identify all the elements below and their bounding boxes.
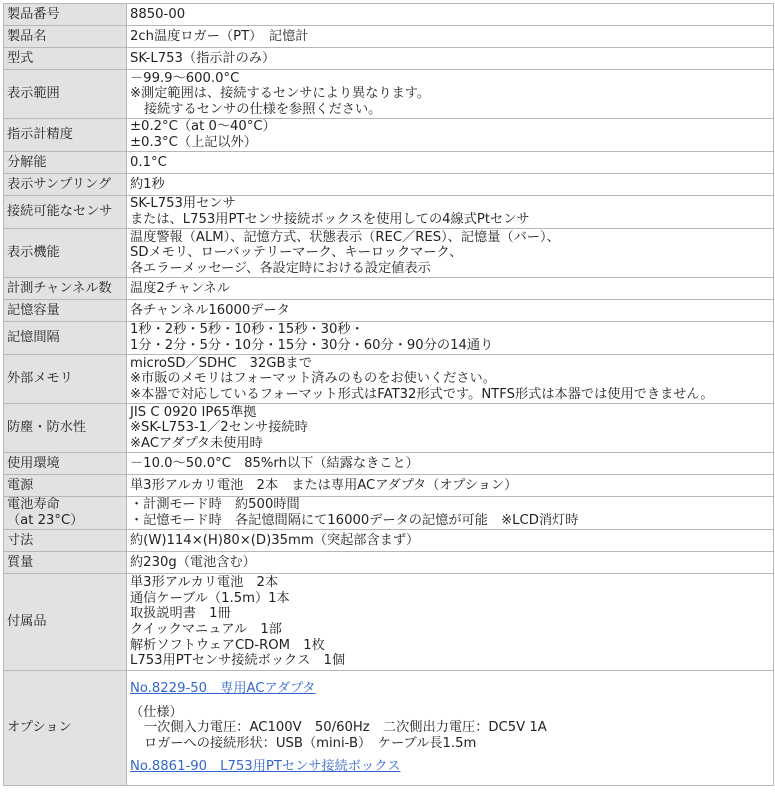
row-label bbox=[4, 70, 127, 119]
row-label-text: 防塵・防水性 bbox=[7, 420, 87, 436]
spec-row bbox=[4, 355, 774, 404]
row-label-text: 表示機能 bbox=[7, 245, 60, 261]
spec-row bbox=[4, 552, 774, 574]
spec-row bbox=[4, 497, 774, 530]
row-label bbox=[4, 174, 127, 196]
row-value bbox=[127, 300, 774, 322]
row-value-line: ※市販のメモリはフォーマット済みのものをお使いください。 bbox=[130, 371, 496, 387]
option-label: オプション bbox=[7, 720, 72, 736]
row-value bbox=[127, 48, 774, 70]
row-label-text: 付属品 bbox=[7, 614, 47, 630]
row-value-line: 約230g（電池含む） bbox=[130, 554, 256, 570]
row-label bbox=[4, 453, 127, 475]
spec-row bbox=[4, 404, 774, 453]
row-label-text: 型式 bbox=[7, 50, 34, 66]
row-label bbox=[4, 119, 127, 152]
row-value-line: 取扱説明書 1冊 bbox=[130, 606, 231, 622]
row-value-line: または、L753用PTセンサ接続ボックスを使用しての4線式Ptセンサ bbox=[130, 212, 530, 227]
row-label-text: 計測チャンネル数 bbox=[7, 280, 112, 296]
spec-row bbox=[4, 174, 774, 196]
row-value-line: 温度2チャンネル bbox=[130, 280, 230, 296]
row-value-line: 1秒・2秒・5秒・10秒・15秒・30秒・ bbox=[130, 322, 364, 338]
option-link-ac-adapter[interactable]: No.8229-50 専用ACアダプタ bbox=[130, 681, 316, 697]
row-value-line: L753用PTセンサ接続ボックス 1個 bbox=[130, 653, 346, 669]
row-value-line: SK-L753（指示計のみ） bbox=[130, 50, 276, 66]
row-value-line: 8850-00 bbox=[130, 6, 186, 22]
row-value-line: クイックマニュアル 1部 bbox=[130, 622, 282, 637]
option-spec-line: ロガーへの接続形状：USB（mini-B） ケーブル長1.5m bbox=[144, 735, 477, 751]
row-value-line: ※本器で対応しているフォーマット形式はFAT32形式です。NTFS形式は本器では使用できません。 bbox=[130, 386, 714, 402]
row-value-line: ※測定範囲は、接続するセンサにより異なります。 bbox=[130, 86, 431, 102]
row-value-line: 2ch温度ロガー（PT） 記憶計 bbox=[130, 28, 309, 44]
row-label bbox=[4, 278, 127, 300]
spec-row bbox=[4, 152, 774, 174]
row-label-subtext: （at 23°C） bbox=[7, 513, 84, 528]
row-value bbox=[127, 530, 774, 552]
row-value-line: ※SK-L753-1／2センサ接続時 bbox=[130, 420, 308, 436]
row-label bbox=[4, 4, 127, 26]
row-value bbox=[127, 497, 774, 530]
row-value-line: 解析ソフトウェアCD-ROM 1枚 bbox=[130, 637, 325, 653]
option-spec-line: 一次側入力電圧：AC100V 50/60Hz 二次側出力電圧：DC5V 1A bbox=[144, 720, 547, 736]
row-value bbox=[127, 70, 774, 119]
row-label bbox=[4, 404, 127, 453]
spec-row bbox=[4, 300, 774, 322]
row-label bbox=[4, 475, 127, 497]
spec-row bbox=[4, 4, 774, 26]
row-value bbox=[127, 475, 774, 497]
row-value bbox=[127, 4, 774, 26]
row-value bbox=[127, 196, 774, 229]
row-label-text: 寸法 bbox=[7, 532, 34, 548]
spec-row bbox=[4, 196, 774, 229]
spec-row bbox=[4, 48, 774, 70]
row-label-text: 表示範囲 bbox=[7, 86, 60, 102]
row-value-line: ・計測モード時 約500時間 bbox=[130, 497, 300, 513]
row-value-line: －99.9～600.0°C bbox=[130, 70, 240, 86]
spec-row bbox=[4, 119, 774, 152]
row-value bbox=[127, 174, 774, 196]
row-value bbox=[127, 26, 774, 48]
row-value-line: ※ACアダプタ未使用時 bbox=[130, 435, 263, 451]
row-value-line: ・記憶モード時 各記憶間隔にて16000データの記憶が可能 ※LCD消灯時 bbox=[130, 513, 579, 528]
row-label bbox=[4, 48, 127, 70]
option-spec-heading: （仕様） bbox=[130, 704, 183, 720]
spec-table bbox=[3, 3, 774, 786]
row-value-line: ±0.3°C（上記以外） bbox=[130, 135, 257, 150]
row-label-text: 記憶容量 bbox=[7, 302, 60, 318]
row-value-line: ±0.2°C（at 0～40°C） bbox=[130, 119, 276, 135]
row-value-line: JIS C 0920 IP65準拠 bbox=[130, 404, 257, 420]
row-value-line: 0.1°C bbox=[130, 154, 167, 170]
row-value-line: microSD／SDHC 32GBまで bbox=[130, 355, 312, 371]
row-label-text: 記憶間隔 bbox=[7, 330, 60, 346]
row-value bbox=[127, 152, 774, 174]
row-label bbox=[4, 574, 127, 671]
option-link-sensor-box[interactable]: No.8861-90 L753用PTセンサ接続ボックス bbox=[130, 759, 401, 775]
row-value bbox=[127, 119, 774, 152]
row-label-text: 使用環境 bbox=[7, 455, 60, 471]
row-label bbox=[4, 229, 127, 278]
spec-row bbox=[4, 70, 774, 119]
spec-row bbox=[4, 26, 774, 48]
row-value bbox=[127, 322, 774, 355]
row-label-text: 電源 bbox=[7, 477, 34, 493]
row-value-line: 温度警報（ALM）、記憶方式、状態表示（REC／RES）、記憶量（バー）、 bbox=[130, 229, 560, 245]
spec-row bbox=[4, 530, 774, 552]
row-value bbox=[127, 552, 774, 574]
row-label bbox=[4, 671, 127, 786]
row-label bbox=[4, 355, 127, 404]
row-value-line: 接続するセンサの仕様を参照ください。 bbox=[144, 101, 382, 117]
row-value bbox=[127, 355, 774, 404]
row-value-line: 単3形アルカリ電池 2本 または専用ACアダプタ（オプション） bbox=[130, 477, 518, 493]
spec-row bbox=[4, 322, 774, 355]
row-value-line: 通信ケーブル（1.5m）1本 bbox=[130, 590, 290, 606]
row-label-text: 表示サンプリング bbox=[7, 176, 112, 192]
row-value-line: SK-L753用センサ bbox=[130, 196, 236, 212]
row-value bbox=[127, 574, 774, 671]
row-value bbox=[127, 671, 774, 786]
row-value bbox=[127, 278, 774, 300]
row-label-text: 質量 bbox=[7, 554, 34, 570]
spec-row bbox=[4, 453, 774, 475]
row-label-text: 外部メモリ bbox=[7, 371, 73, 387]
row-label-text: 電池寿命 bbox=[7, 497, 60, 513]
row-label bbox=[4, 552, 127, 574]
spec-row bbox=[4, 229, 774, 278]
row-value-line: 約1秒 bbox=[130, 176, 165, 192]
row-label bbox=[4, 26, 127, 48]
row-value-line: 1分・2分・5分・10分・15分・30分・60分・90分の14通り bbox=[130, 338, 494, 353]
row-label bbox=[4, 300, 127, 322]
row-label-text: 接続可能なセンサ bbox=[7, 204, 113, 220]
row-label bbox=[4, 196, 127, 229]
row-value-line: SDメモリ、ローバッテリーマーク、キーロックマーク、 bbox=[130, 245, 463, 261]
row-value-line: 各チャンネル16000データ bbox=[130, 302, 290, 318]
spec-row bbox=[4, 278, 774, 300]
row-label bbox=[4, 152, 127, 174]
row-label bbox=[4, 322, 127, 355]
row-value-line: 各エラーメッセージ、各設定時における設定値表示 bbox=[130, 260, 431, 276]
row-value-line: 約(W)114×(H)80×(D)35mm（突起部含まず） bbox=[130, 532, 420, 548]
row-label-text: 分解能 bbox=[7, 154, 47, 170]
row-label-text: 指示計精度 bbox=[7, 127, 73, 143]
row-value bbox=[127, 229, 774, 278]
row-value bbox=[127, 404, 774, 453]
row-label bbox=[4, 497, 127, 530]
row-label-text: 製品名 bbox=[7, 28, 47, 44]
row-label-text: 製品番号 bbox=[7, 6, 60, 22]
row-value bbox=[127, 453, 774, 475]
row-value-line: 単3形アルカリ電池 2本 bbox=[130, 575, 279, 591]
row-value-line: －10.0～50.0°C 85%rh以下（結露なきこと） bbox=[130, 455, 419, 471]
spec-row bbox=[4, 574, 774, 671]
spec-table-body bbox=[4, 4, 774, 786]
row-label bbox=[4, 530, 127, 552]
option-row bbox=[4, 671, 774, 786]
spec-row bbox=[4, 475, 774, 497]
